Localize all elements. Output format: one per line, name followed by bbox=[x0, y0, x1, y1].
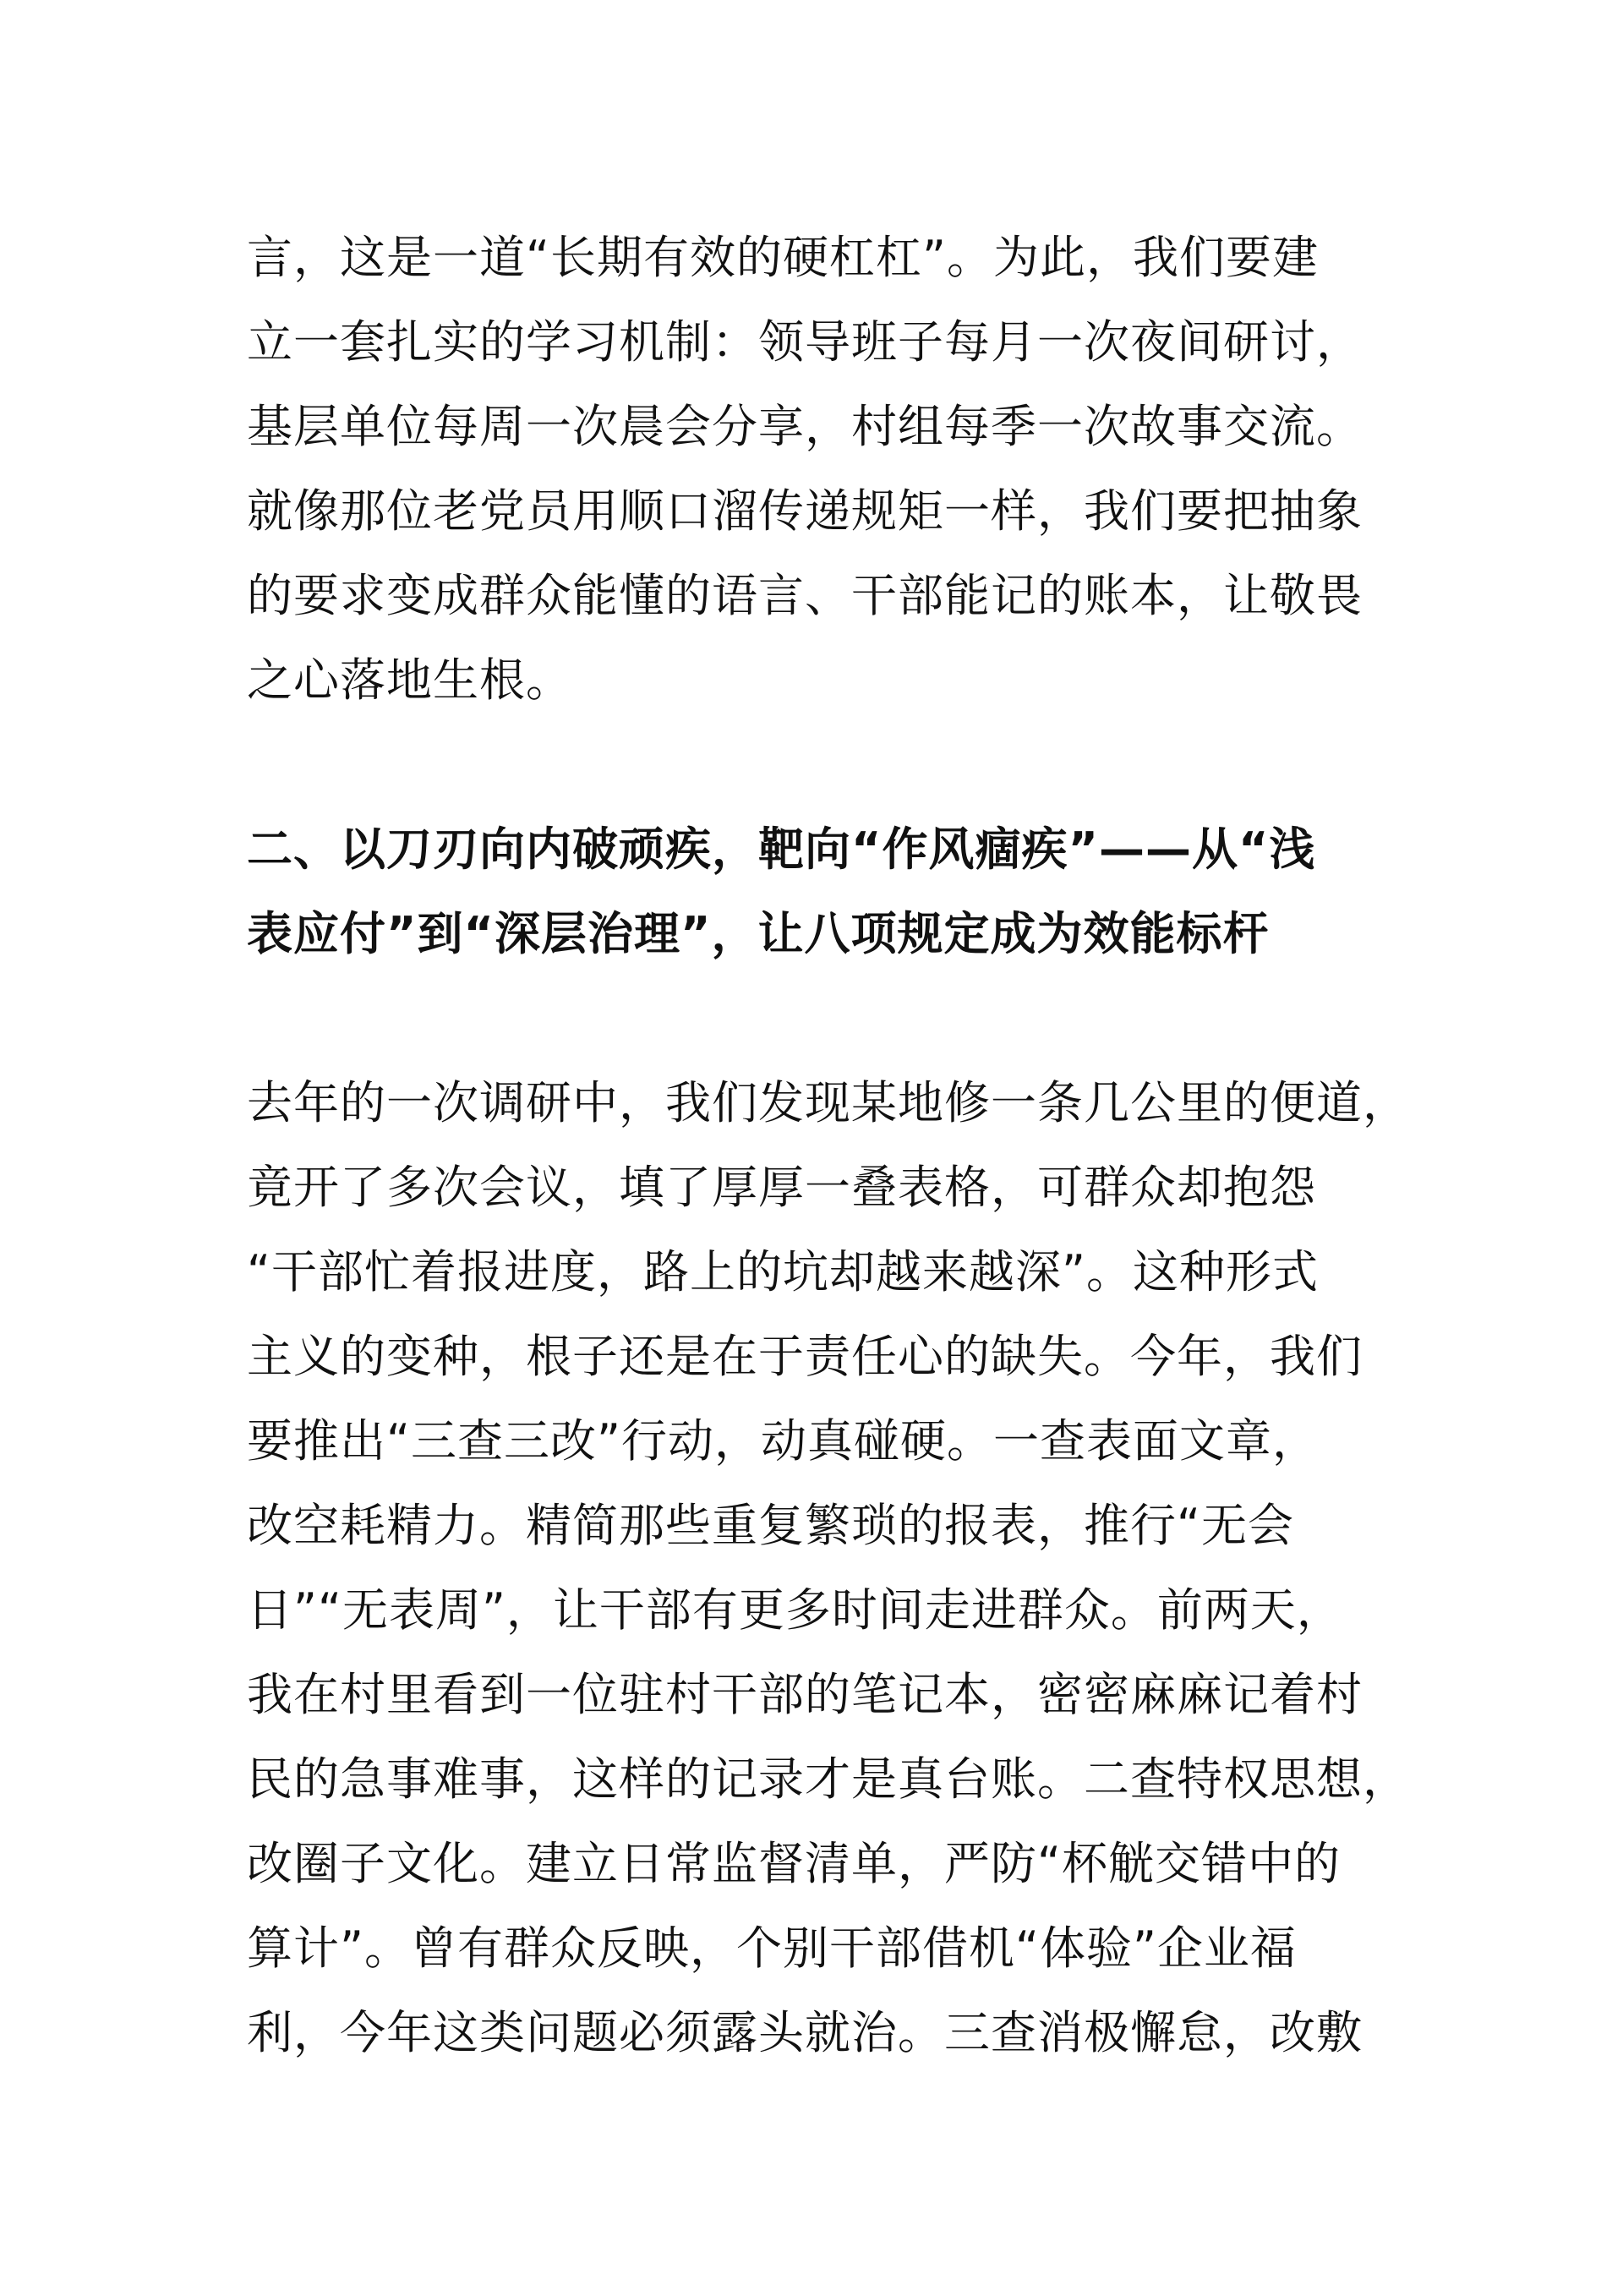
text-line: 算计”。曾有群众反映，个别干部借机“体验”企业福 bbox=[247, 1922, 1297, 1975]
text-line: 日”“无表周”，让干部有更多时间走进群众。前两天， bbox=[247, 1583, 1343, 1637]
document-body bbox=[247, 216, 1409, 2075]
text-line: 基层单位每周一次晨会分享，村组每季一次故事交流。 bbox=[247, 400, 1363, 453]
paragraph-gap bbox=[247, 723, 1396, 807]
text-line: 我在村里看到一位驻村干部的笔记本，密密麻麻记着村 bbox=[247, 1668, 1363, 1721]
text-line: 民的急事难事，这样的记录才是真台账。二查特权思想， bbox=[247, 1752, 1409, 1806]
paragraph-study-mechanism bbox=[247, 216, 1396, 723]
text-line: 立一套扎实的学习机制：领导班子每月一次夜间研讨， bbox=[247, 315, 1363, 369]
text-line: 改圈子文化。建立日常监督清单，严防“杯觥交错中的 bbox=[247, 1837, 1341, 1890]
text-line: 去年的一次调研中，我们发现某地修一条几公里的便道， bbox=[247, 1076, 1409, 1129]
heading-line: 表应付”到“深层治理”，让八项规定成为效能标杆 bbox=[247, 907, 1270, 960]
text-line: “干部忙着报进度，路上的坑却越来越深”。这种形式 bbox=[247, 1245, 1319, 1298]
text-line: 利，今年这类问题必须露头就治。三查消极懈怠，改敷 bbox=[247, 2006, 1363, 2059]
heading-line: 二、以刀刃向内破顽疾，靶向“作风痼疾”——从“浅 bbox=[247, 823, 1316, 876]
paragraph-three-checks bbox=[247, 1061, 1409, 2075]
paragraph-gap bbox=[247, 976, 1396, 1061]
text-line: 言，这是一道“长期有效的硬杠杠”。为此，我们要建 bbox=[247, 231, 1319, 284]
text-line: 要推出“三查三改”行动，动真碰硬。一查表面文章， bbox=[247, 1414, 1319, 1468]
section-heading-two bbox=[247, 807, 1396, 976]
text-line: 的要求变成群众能懂的语言、干部能记的账本，让敬畏 bbox=[247, 569, 1363, 622]
text-line: 竟开了多次会议，填了厚厚一叠表格，可群众却抱怨 bbox=[247, 1161, 1316, 1214]
text-line: 改空耗精力。精简那些重复繁琐的报表，推行“无会 bbox=[247, 1499, 1294, 1552]
text-line: 就像那位老党员用顺口溜传递规矩一样，我们要把抽象 bbox=[247, 484, 1363, 538]
text-line: 之心落地生根。 bbox=[247, 653, 572, 707]
text-line: 主义的变种，根子还是在于责任心的缺失。今年，我们 bbox=[247, 1330, 1363, 1383]
